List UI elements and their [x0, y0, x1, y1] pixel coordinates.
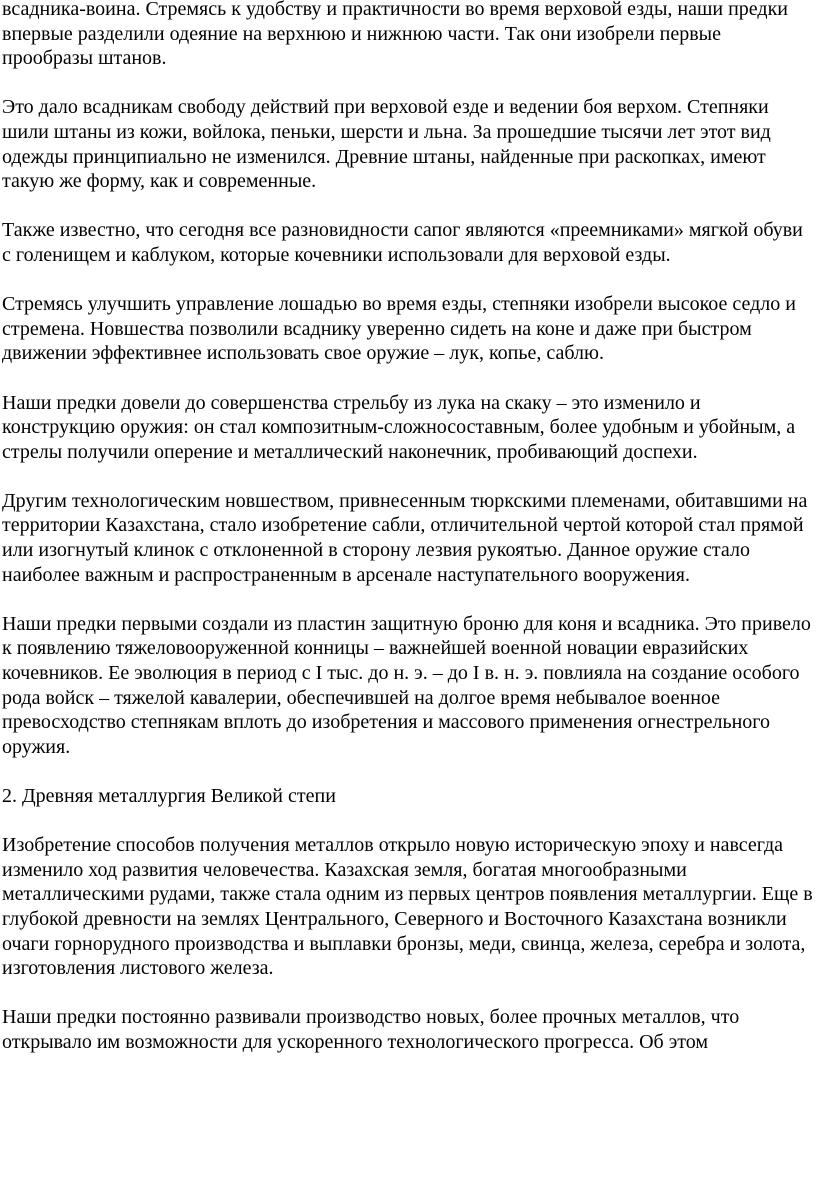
document-page — [2, 0, 814, 1079]
section-heading: 2. Древняя металлургия Великой степи — [2, 785, 336, 807]
paragraph-metals-progress: Наши предки постоянно развивали производство новых, более прочных металлов, что открывало им возможности для ускоренного технологического прогресса. Об этом — [2, 1006, 740, 1053]
paragraph-metallurgy: Изобретение способов получения металлов открыло новую историческую эпоху и навсегда изменило ход развития человечества. Казахская земля, богатая многообразными металлическими рудами, также стала одним из первых центров появления металлургии. Еще в глубокой древности на землях Центрального, Северного и Восточного Казахстана возникли очаги горнорудного производства и выплавки бронзы, меди, свинца, железа, серебра и золота, изготовления листового железа. — [2, 834, 813, 980]
paragraph-trousers: всадника-воина. Стремясь к удобству и практичности во время верховой езды, наши предки впервые разделили одеяние на верхнюю и нижнюю части. Так они изобрели первые прообразы штанов. — [2, 0, 788, 70]
paragraph-archery: Наши предки довели до совершенства стрельбу из лука на скаку – это изменило и конструкцию оружия: он стал композитным-сложносоставным, более удобным и убойным, а стрелы получили оперение и металлический наконечник, пробивающий доспехи. — [2, 391, 796, 463]
paragraph-armor-cavalry: Наши предки первыми создали из пластин защитную броню для коня и всадника. Это привело к появлению тяжеловооруженной конницы – важнейшей военной новации евразийских кочевников. Ее эволюция в период с I тыс. до н. э. – до I в. н. э. повлияла на создание особого рода войск – тяжелой кавалерии, обеспечившей на долгое время небывалое военное превосходство степнякам вплоть до изобретения и массового применения огнестрельного оружия. — [2, 612, 811, 758]
paragraph-riding-freedom: Это дало всадникам свободу действий при верховой езде и ведении боя верхом. Степняки шили штаны из кожи, войлока, пеньки, шерсти и льна. За прошедшие тысячи лет этот вид одежды принципиально не изменился. Древние штаны, найденные при раскопках, имеют такую же форму, как и современные. — [2, 96, 771, 193]
paragraph-boots: Также известно, что сегодня все разновидности сапог являются «преемниками» мягкой обуви с голенищем и каблуком, которые кочевники использовали для верховой езды. — [2, 219, 803, 266]
paragraph-saddle-stirrups: Стремясь улучшить управление лошадью во время езды, степняки изобрели высокое седло и стремена. Новшества позволили всаднику уверенно сидеть на коне и даже при быстром движении эффективнее использовать свое оружие – лук, копье, саблю. — [2, 293, 796, 365]
paragraph-saber: Другим технологическим новшеством, привнесенным тюркскими племенами, обитавшими на территории Казахстана, стало изобретение сабли, отличительной чертой которой стал прямой или изогнутый клинок с отклоненной в сторону лезвия рукоятью. Данное оружие стало наиболее важным и распространенным в арсенале наступательного вооружения. — [2, 489, 808, 586]
